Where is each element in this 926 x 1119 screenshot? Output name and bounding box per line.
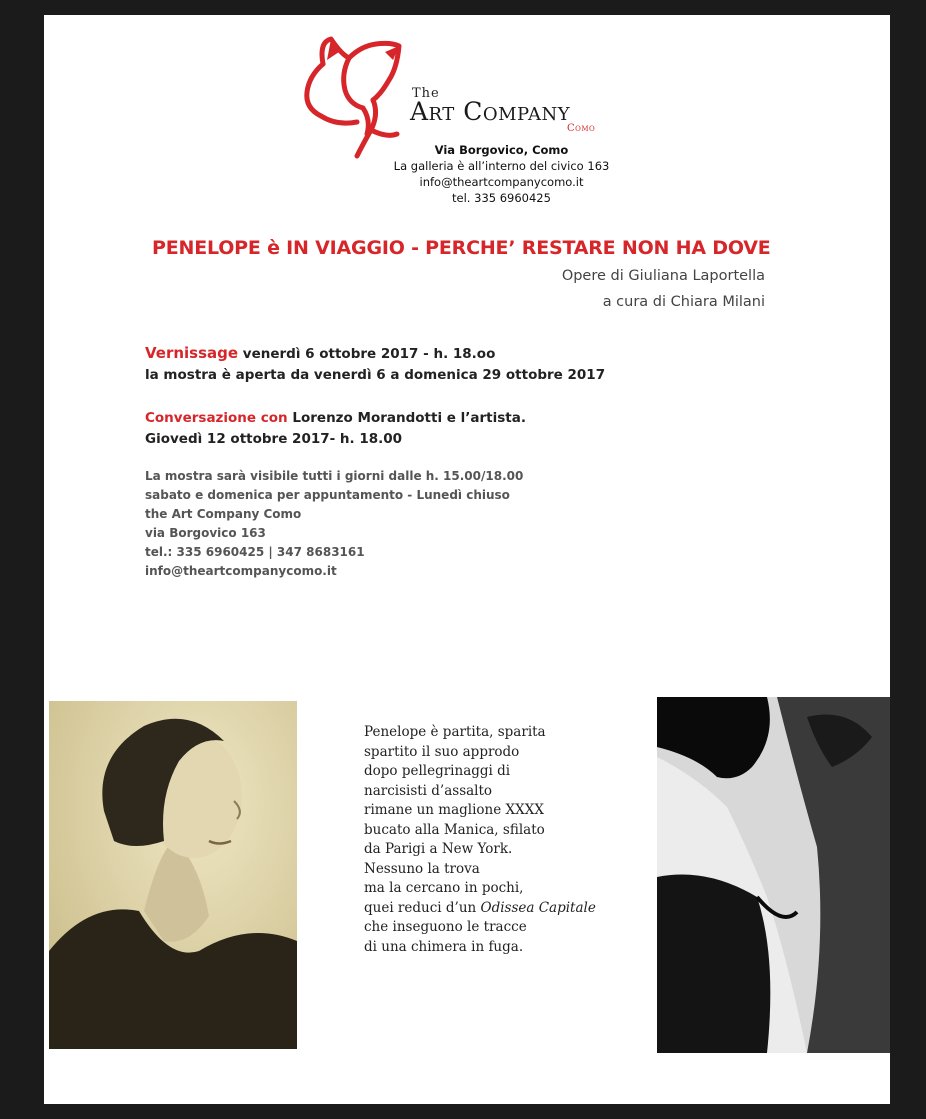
logo-the: The bbox=[412, 86, 440, 101]
logo-city: Como bbox=[567, 123, 596, 134]
poem bbox=[364, 723, 596, 957]
poem-line bbox=[364, 899, 596, 919]
exhibition-curator: a cura di Chiara Milani bbox=[602, 294, 765, 310]
contact-email: info@theartcompanycomo.it bbox=[419, 175, 584, 189]
info-phones: tel.: 335 6960425 | 347 8683161 bbox=[145, 545, 365, 559]
poem-line: Penelope è partita, sparita bbox=[364, 724, 546, 740]
opening-period: la mostra è aperta da venerdì 6 a domenica 29 ottobre 2017 bbox=[145, 367, 606, 383]
talk-label: Conversazione con bbox=[145, 410, 288, 426]
contact-address: Via Borgovico, Como bbox=[434, 143, 569, 157]
poster bbox=[44, 15, 890, 1104]
poem-line: dopo pellegrinaggi di bbox=[364, 763, 511, 779]
info-block bbox=[145, 467, 523, 581]
vernissage-date: venerdì 6 ottobre 2017 - h. 18.oo bbox=[238, 346, 496, 362]
artwork-photo bbox=[657, 697, 890, 1053]
vernissage-label: Vernissage bbox=[145, 344, 239, 362]
talk-guests: Lorenzo Morandotti e l’artista. bbox=[287, 410, 526, 426]
exhibition-title: PENELOPE è IN VIAGGIO - PERCHE’ RESTARE NON HA DOVE bbox=[152, 237, 771, 259]
poem-line: narcisisti d’assalto bbox=[364, 782, 493, 799]
poem-line: che inseguono le tracce bbox=[364, 919, 527, 935]
poem-italic-title: Odissea Capitale bbox=[480, 899, 596, 916]
portrait-photo bbox=[49, 701, 297, 1049]
vernissage-line bbox=[145, 342, 495, 365]
info-venue: the Art Company Como bbox=[145, 507, 302, 521]
poem-line: spartito il suo approdo bbox=[364, 743, 520, 760]
exhibition-artist: Opere di Giuliana Laportella bbox=[561, 268, 765, 284]
info-street: via Borgovico 163 bbox=[145, 526, 266, 540]
poem-line-text: quei reduci d’un bbox=[364, 899, 481, 916]
poem-line: da Parigi a New York. bbox=[364, 841, 513, 857]
info-hours: La mostra sarà visibile tutti i giorni dalle h. 15.00/18.00 bbox=[145, 469, 524, 483]
talk-date: Giovedì 12 ottobre 2017- h. 18.00 bbox=[145, 431, 403, 447]
poem-line: rimane un maglione XXXX bbox=[364, 802, 544, 818]
poem-line: bucato alla Manica, sfilato bbox=[364, 821, 545, 838]
poem-line: ma la cercano in pochi, bbox=[364, 880, 524, 896]
contact-phone: tel. 335 6960425 bbox=[452, 191, 551, 205]
poem-line: di una chimera in fuga. bbox=[364, 938, 524, 955]
contact-block bbox=[364, 142, 639, 206]
poem-line: Nessuno la trova bbox=[364, 860, 480, 877]
talk-line bbox=[145, 407, 526, 429]
contact-gallery-note: La galleria è all’interno del civico 163 bbox=[393, 159, 610, 173]
info-email: info@theartcompanycomo.it bbox=[145, 564, 337, 578]
logo-name: Art Company bbox=[410, 97, 571, 126]
info-weekend: sabato e domenica per appuntamento - Lunedì chiuso bbox=[145, 488, 510, 502]
